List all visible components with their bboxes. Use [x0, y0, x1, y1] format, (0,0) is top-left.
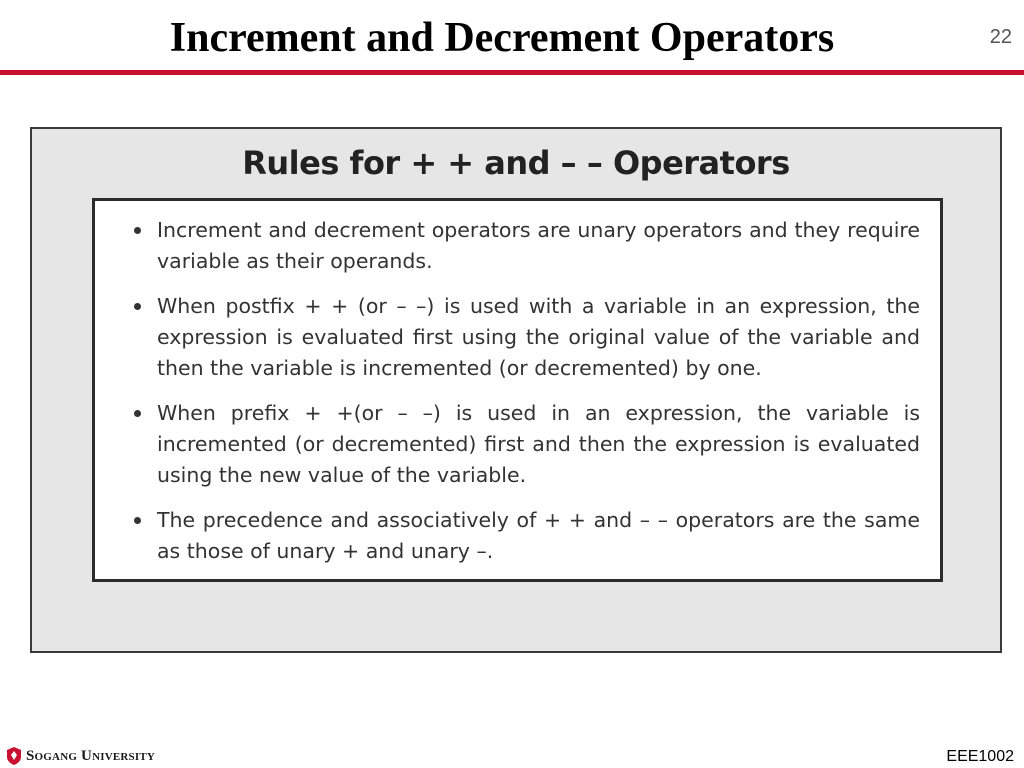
page-number: 22 — [989, 26, 1012, 48]
rule-text: When postfix + + (or – –) is used with a variable in an expression, the expression is evaluated first using the original value of the variable and then the variable is incremented (or decremented) by one. — [157, 294, 920, 380]
rules-figure — [30, 127, 1002, 653]
logo-text: Sogang University — [26, 747, 156, 764]
rules-list — [95, 201, 940, 567]
bullet-icon — [134, 517, 141, 524]
rule-item — [157, 398, 920, 491]
bullet-icon — [134, 410, 141, 417]
rule-item — [157, 505, 920, 567]
title-divider — [0, 70, 1024, 75]
bullet-icon — [134, 303, 141, 310]
rule-item — [157, 291, 920, 384]
rule-text: Increment and decrement operators are unary operators and they require variable as their operands. — [157, 218, 920, 273]
bullet-icon — [134, 227, 141, 234]
rules-box — [92, 198, 943, 582]
rule-item — [157, 215, 920, 277]
university-logo — [6, 744, 155, 768]
course-code: EEE1002 — [946, 748, 1014, 765]
rule-text: The precedence and associatively of + + and – – operators are the same as those of unary + and unary –. — [157, 508, 920, 563]
page-title: Increment and Decrement Operators — [169, 15, 835, 61]
emblem-icon — [6, 746, 22, 766]
rules-heading: Rules for + + and – – Operators — [242, 144, 790, 182]
rule-text: When prefix + +(or – –) is used in an expression, the variable is incremented (or decremented) first and then the expression is evaluated using the new value of the variable. — [157, 401, 920, 487]
